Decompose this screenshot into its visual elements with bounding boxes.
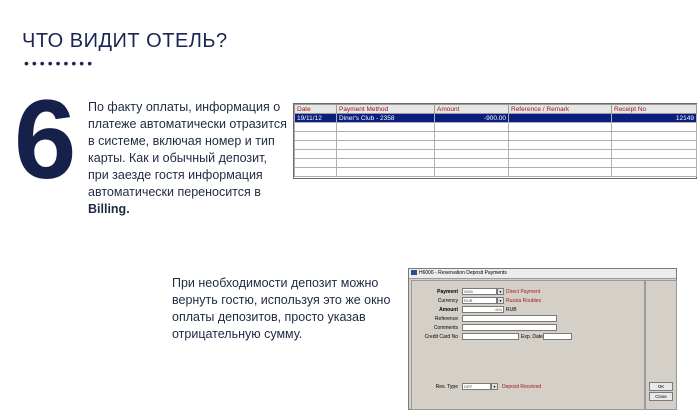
dialog-title-bar (409, 269, 676, 279)
amount-label: Amount (439, 307, 458, 313)
reference-field[interactable] (462, 315, 557, 322)
table-cell (509, 123, 612, 132)
dialog-button-panel (645, 280, 677, 410)
credit-card-label: Credit Card No (424, 334, 458, 340)
table-cell: 12149 (612, 114, 697, 123)
column-header-reference[interactable]: Reference / Remark (509, 105, 612, 114)
ok-button[interactable]: OK (649, 382, 673, 391)
app-window-icon (411, 270, 417, 275)
paragraph-refund-info: При необходимости депозит можно вернуть гостю, используя это же окно оплаты депозитов, просто указав отрицательную сумму. (172, 276, 391, 341)
table-row[interactable] (295, 168, 697, 177)
paragraph-payment-info (88, 99, 288, 218)
table-cell (435, 132, 509, 141)
title-dots-divider: ••••••••• (24, 55, 96, 71)
res-type-field[interactable]: DEP (462, 383, 491, 390)
table-cell (612, 150, 697, 159)
paragraph-payment-text: По факту оплаты, информация о платеже автоматически отразится в системе, включая номер и тип карты. Как и обычный депозит, при заезде гостя информация автоматически переносится в (88, 100, 287, 199)
table-cell (337, 141, 435, 150)
table-row[interactable] (295, 159, 697, 168)
table-cell (295, 159, 337, 168)
table-cell: 19/11/12 (295, 114, 337, 123)
comments-field[interactable] (462, 324, 557, 331)
table-cell (612, 123, 697, 132)
table-cell (612, 159, 697, 168)
payment-code-field[interactable]: 9850 (462, 288, 497, 295)
table-row[interactable] (295, 114, 697, 123)
table-cell (612, 168, 697, 177)
payments-table-screenshot (293, 103, 697, 179)
column-header-date[interactable]: Date (295, 105, 337, 114)
table-cell (337, 168, 435, 177)
payment-dropdown-icon[interactable]: ▾ (497, 288, 504, 295)
payment-description: Direct Payment (506, 289, 541, 295)
column-header-amount[interactable]: Amount (435, 105, 509, 114)
column-header-receipt-no[interactable]: Receipt No (612, 105, 697, 114)
table-cell (509, 168, 612, 177)
currency-description: Russia Roubles (506, 298, 542, 304)
res-type-label: Res. Type (435, 384, 458, 390)
table-cell (295, 150, 337, 159)
table-row[interactable] (295, 150, 697, 159)
column-header-payment-method[interactable]: Payment Method (337, 105, 435, 114)
dialog-title: H6006 - Reservation Deposit Payments (419, 270, 507, 276)
table-cell (337, 123, 435, 132)
amount-field[interactable]: -900 (462, 306, 504, 313)
table-cell (435, 168, 509, 177)
billing-bold-text: Billing. (88, 202, 130, 216)
currency-dropdown-icon[interactable]: ▾ (497, 297, 504, 304)
payment-label: Payment (437, 289, 458, 295)
table-header-row (295, 105, 697, 114)
table-cell (612, 141, 697, 150)
currency-field[interactable]: RUB (462, 297, 497, 304)
dialog-form-panel (411, 280, 645, 410)
table-cell (337, 150, 435, 159)
table-cell (612, 132, 697, 141)
table-cell (509, 132, 612, 141)
close-button[interactable]: Close (649, 392, 673, 401)
table-cell (509, 159, 612, 168)
table-row[interactable] (295, 141, 697, 150)
payments-table (294, 104, 697, 177)
exp-date-field[interactable] (543, 333, 572, 340)
table-cell: Diner's Club - 2358 (337, 114, 435, 123)
currency-label: Currency (437, 298, 458, 304)
credit-card-field[interactable] (462, 333, 519, 340)
deposit-payments-dialog (408, 268, 677, 410)
table-cell (435, 150, 509, 159)
table-cell (337, 132, 435, 141)
table-row[interactable] (295, 132, 697, 141)
table-cell (435, 123, 509, 132)
table-cell (509, 141, 612, 150)
res-type-description: Deposit Received (502, 384, 542, 390)
res-type-dropdown-icon[interactable]: ▾ (491, 383, 498, 390)
table-row[interactable] (295, 123, 697, 132)
step-number: 6 (14, 77, 77, 202)
table-cell: -900.00 (435, 114, 509, 123)
reference-label: Reference (434, 316, 458, 322)
table-cell (435, 159, 509, 168)
slide-title: ЧТО ВИДИТ ОТЕЛЬ? (22, 30, 228, 52)
table-cell (337, 159, 435, 168)
table-cell (509, 150, 612, 159)
amount-currency: RUB (506, 307, 517, 313)
table-cell (295, 168, 337, 177)
table-cell (295, 123, 337, 132)
table-cell (295, 132, 337, 141)
comments-label: Comments (433, 325, 458, 331)
exp-date-label: Exp. Date (521, 334, 543, 340)
table-cell (295, 141, 337, 150)
table-cell (435, 141, 509, 150)
table-cell (509, 114, 612, 123)
